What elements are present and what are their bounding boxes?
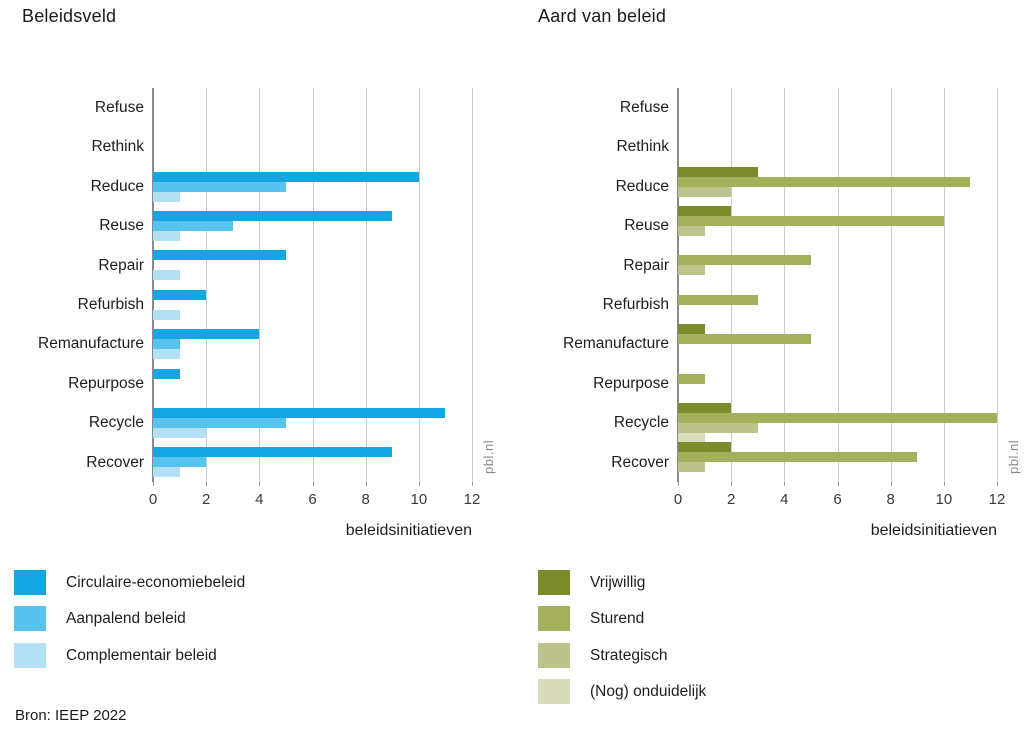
category-label: Refurbish bbox=[602, 296, 669, 313]
x-tick-label: 8 bbox=[886, 491, 895, 508]
category-label: Repair bbox=[98, 256, 144, 274]
legend-swatch bbox=[538, 606, 570, 631]
category-label: Recover bbox=[611, 453, 669, 471]
x-tick-label: 10 bbox=[935, 491, 953, 508]
bar bbox=[153, 221, 233, 231]
chart-title-beleidsveld: Beleidsveld bbox=[22, 6, 117, 26]
x-tick-label: 10 bbox=[410, 491, 428, 508]
x-axis-tick bbox=[731, 482, 732, 486]
pbl-watermark: pbl.nl bbox=[1006, 439, 1021, 474]
legend-label: Sturend bbox=[590, 610, 645, 628]
bar bbox=[678, 442, 731, 452]
bar bbox=[153, 369, 180, 379]
gridline bbox=[784, 88, 785, 482]
category-label: Remanufacture bbox=[38, 335, 144, 353]
bar bbox=[678, 167, 758, 177]
source-note: Bron: IEEP 2022 bbox=[15, 707, 127, 724]
legend-label: Aanpalend beleid bbox=[66, 610, 186, 628]
bar bbox=[153, 339, 180, 349]
bar bbox=[153, 270, 180, 280]
category-label: Repurpose bbox=[593, 374, 669, 392]
category-label: Refurbish bbox=[77, 296, 144, 313]
bar bbox=[153, 408, 445, 418]
bar bbox=[153, 182, 286, 192]
legend-label: Circulaire-economiebeleid bbox=[66, 574, 246, 591]
bar bbox=[678, 462, 705, 472]
x-axis-tick bbox=[259, 482, 260, 486]
x-tick-label: 12 bbox=[988, 491, 1006, 508]
bar bbox=[678, 403, 731, 413]
bar bbox=[678, 206, 731, 216]
bar bbox=[153, 250, 286, 260]
x-tick-label: 8 bbox=[361, 491, 370, 508]
category-label: Repurpose bbox=[68, 374, 144, 392]
gridline bbox=[891, 88, 892, 482]
bar bbox=[678, 187, 731, 197]
gridline bbox=[838, 88, 839, 482]
bar bbox=[153, 310, 180, 320]
x-axis-tick bbox=[153, 482, 154, 486]
category-label: Rethink bbox=[616, 138, 669, 156]
x-axis-tick bbox=[419, 482, 420, 486]
category-label: Recycle bbox=[88, 414, 144, 432]
gridline bbox=[997, 88, 998, 482]
x-axis-tick bbox=[944, 482, 945, 486]
category-label: Reuse bbox=[624, 217, 669, 235]
bar bbox=[678, 177, 970, 187]
legend-swatch bbox=[14, 570, 46, 595]
bar bbox=[678, 295, 758, 305]
bar bbox=[153, 231, 180, 241]
category-label: Reduce bbox=[615, 177, 669, 195]
gridline bbox=[472, 88, 473, 482]
legend-swatch bbox=[538, 643, 570, 668]
category-label: Remanufacture bbox=[563, 335, 669, 353]
category-label: Repair bbox=[623, 256, 669, 274]
bar bbox=[678, 452, 917, 462]
x-tick-label: 0 bbox=[673, 491, 683, 508]
legend-label: Strategisch bbox=[590, 646, 668, 664]
gridline bbox=[313, 88, 314, 482]
gridline bbox=[944, 88, 945, 482]
bar bbox=[153, 457, 206, 467]
bar bbox=[153, 290, 206, 300]
pbl-watermark: pbl.nl bbox=[481, 439, 496, 474]
x-tick-label: 12 bbox=[463, 491, 481, 508]
x-tick-label: 2 bbox=[726, 491, 736, 508]
bar bbox=[153, 192, 180, 202]
x-axis-tick bbox=[472, 482, 473, 486]
legend-label: (Nog) onduidelijk bbox=[590, 682, 707, 700]
legend-swatch bbox=[14, 606, 46, 631]
legend-swatch bbox=[14, 643, 46, 668]
category-label: Refuse bbox=[94, 99, 144, 116]
x-tick-label: 4 bbox=[255, 491, 264, 508]
x-tick-label: 2 bbox=[201, 491, 211, 508]
x-axis-tick bbox=[366, 482, 367, 486]
bar bbox=[153, 418, 286, 428]
x-axis-tick bbox=[313, 482, 314, 486]
gridline bbox=[419, 88, 420, 482]
x-axis-tick bbox=[997, 482, 998, 486]
category-label: Recycle bbox=[613, 414, 669, 432]
legend-swatch bbox=[538, 679, 570, 704]
bar bbox=[153, 467, 180, 477]
bar bbox=[678, 423, 758, 433]
legend-label: Vrijwillig bbox=[590, 574, 646, 591]
bar bbox=[678, 374, 705, 384]
bar bbox=[678, 226, 705, 236]
x-axis-title: beleidsinitiatieven bbox=[345, 522, 472, 539]
gridline bbox=[366, 88, 367, 482]
x-tick-label: 4 bbox=[780, 491, 789, 508]
category-label: Rethink bbox=[91, 138, 144, 156]
bar bbox=[678, 255, 811, 265]
x-axis-tick bbox=[891, 482, 892, 486]
category-label: Refuse bbox=[619, 99, 669, 116]
x-axis-tick bbox=[784, 482, 785, 486]
x-tick-label: 6 bbox=[308, 491, 317, 508]
bar bbox=[153, 329, 259, 339]
category-label: Reduce bbox=[90, 177, 144, 195]
x-axis-tick bbox=[678, 482, 679, 486]
bar bbox=[678, 324, 705, 334]
bar bbox=[678, 216, 944, 226]
bar bbox=[678, 265, 705, 275]
legend-swatch bbox=[538, 570, 570, 595]
category-label: Reuse bbox=[99, 217, 144, 235]
bar bbox=[153, 447, 392, 457]
x-axis-tick bbox=[838, 482, 839, 486]
bar bbox=[678, 413, 997, 423]
category-label: Recover bbox=[86, 453, 144, 471]
bar bbox=[153, 211, 392, 221]
x-tick-label: 0 bbox=[148, 491, 158, 508]
x-tick-label: 6 bbox=[833, 491, 842, 508]
chart-panel-aard-van-beleid bbox=[512, 0, 1024, 735]
legend-label: Complementair beleid bbox=[66, 646, 217, 664]
x-axis-tick bbox=[206, 482, 207, 486]
bar bbox=[153, 428, 206, 438]
bar bbox=[153, 349, 180, 359]
x-axis-title: beleidsinitiatieven bbox=[870, 522, 997, 539]
bar bbox=[678, 334, 811, 344]
chart-title-aard-van-beleid: Aard van beleid bbox=[538, 6, 667, 26]
bar bbox=[153, 172, 419, 182]
